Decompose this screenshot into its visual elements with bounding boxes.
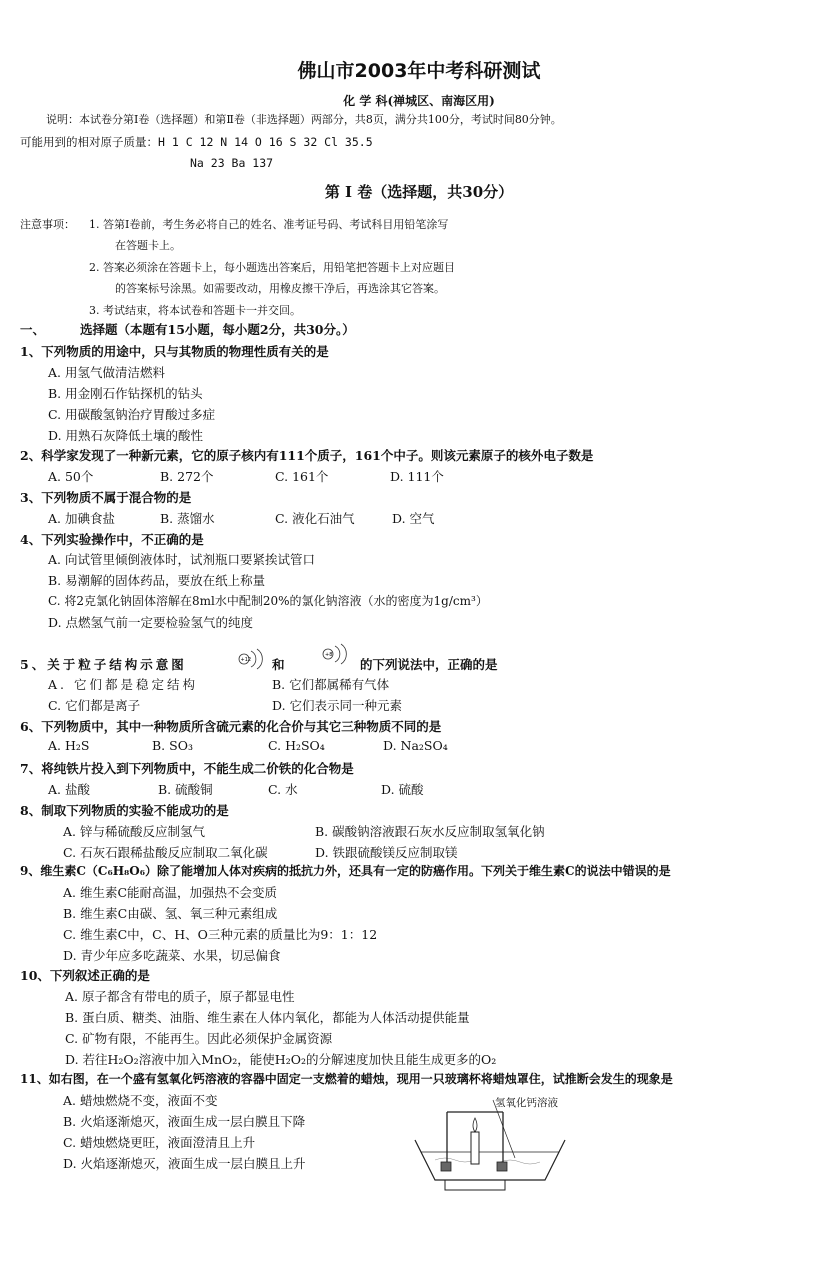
q11-option-a: A. 蜡烛燃烧不变，液面不变: [63, 1093, 218, 1108]
q4-option-d: D. 点燃氢气前一定要检验氢气的纯度: [48, 615, 254, 630]
q4-option-c: C. 将2克氯化钠固体溶解在8ml水中配制20%的氯化钠溶液（水的密度为1g/cm³）: [48, 594, 488, 608]
q5-stem-and: 和: [272, 657, 285, 672]
candle-icon: [471, 1132, 479, 1164]
q2-stem: 2、科学家发现了一种新元素，它的原子核内有111个质子，161个中子。则该元素原子的核外电子数是: [20, 448, 594, 463]
part-number: 一、: [20, 322, 46, 337]
q7-option-b: B. 硫酸铜: [158, 782, 213, 797]
q9-option-c: C. 维生素C中，C、H、O三种元素的质量比为9：1：12: [63, 927, 378, 942]
q8-option-c: C. 石灰石跟稀盐酸反应制取二氧化碳: [63, 845, 268, 860]
note-1a: 1. 答第Ⅰ卷前，考生务必将自己的姓名、准考证号码、考试科目用铅笔涂写: [89, 218, 449, 231]
q2-option-d: D. 111个: [390, 469, 444, 484]
note-3: 3. 考试结束，将本试卷和答题卡一并交回。: [89, 304, 301, 317]
q1-option-a: A. 用氢气做清洁燃料: [48, 365, 165, 380]
atomic-masses-line1: 可能用到的相对原子质量：H 1 C 12 N 14 O 16 S 32 Cl 35.5: [20, 135, 373, 149]
q2-option-a: A. 50个: [48, 469, 94, 484]
particle-structure-diagram-1: [236, 646, 266, 670]
notes-label: 注意事项：: [20, 218, 75, 231]
q1-option-c: C. 用碳酸氢钠治疗胃酸过多症: [48, 407, 216, 422]
q3-option-c: C. 液化石油气: [275, 511, 355, 526]
q8-option-a: A. 锌与稀硫酸反应制氢气: [63, 824, 205, 839]
q11-option-b: B. 火焰逐渐熄灭，液面生成一层白膜且下降: [63, 1114, 306, 1129]
q3-option-b: B. 蒸馏水: [160, 511, 215, 526]
q1-option-d: D. 用熟石灰降低土壤的酸性: [48, 428, 204, 443]
q7-option-a: A. 盐酸: [48, 782, 90, 797]
q8-option-b: B. 碳酸钠溶液跟石灰水反应制取氢氧化钠: [315, 824, 545, 839]
q8-stem: 8、制取下列物质的实验不能成功的是: [20, 803, 229, 818]
q2-option-b: B. 272个: [160, 469, 214, 484]
q7-option-d: D. 硫酸: [381, 782, 424, 797]
q10-option-d: D. 若往H₂O₂溶液中加入MnO₂，能使H₂O₂的分解速度加快且能生成更多的O₂: [65, 1052, 497, 1067]
q11-stem: 11、如右图，在一个盛有氢氧化钙溶液的容器中固定一支燃着的蜡烛，现用一只玻璃杯将蜡烛罩住，试推断会发生的现象是: [20, 1072, 673, 1086]
q4-option-a: A. 向试管里倾倒液体时，试剂瓶口要紧挨试管口: [48, 552, 315, 567]
q5-option-b: B. 它们都属稀有气体: [272, 677, 390, 692]
note-2a: 2. 答案必须涂在答题卡上，每小题选出答案后，用铅笔把答题卡上对应题目: [89, 261, 455, 274]
q6-option-d: D. Na₂SO₄: [383, 738, 448, 753]
q3-option-a: A. 加碘食盐: [48, 511, 115, 526]
q7-option-c: C. 水: [268, 782, 298, 797]
basin-icon: [415, 1140, 565, 1180]
q3-stem: 3、下列物质不属于混合物的是: [20, 490, 192, 505]
q5-option-d: D. 它们表示同一种元素: [272, 698, 403, 713]
flame-icon: [473, 1118, 477, 1132]
section-title: 第 Ⅰ 卷（选择题，共30分）: [324, 183, 514, 201]
q10-stem: 10、下列叙述正确的是: [20, 968, 150, 983]
q5-option-a: A. 它们都是稳定结构: [48, 677, 198, 692]
note-1b: 在答题卡上。: [115, 239, 181, 252]
exam-instructions: 说明：本试卷分第Ⅰ卷（选择题）和第Ⅱ卷（非选择题）两部分，共8页，满分共100分，考试时间80分钟。: [46, 113, 562, 126]
q9-stem: 9、维生素C（C₆H₈O₆）除了能增加人体对疾病的抵抗力外，还具有一定的防癌作用。下列关于维生素C的说法中错误的是: [20, 864, 671, 878]
svg-text:+8: +8: [325, 652, 333, 658]
q6-option-c: C. H₂SO₄: [268, 738, 325, 753]
q6-stem: 6、下列物质中，其中一种物质所含硫元素的化合价与其它三种物质不同的是: [20, 719, 442, 734]
q8-option-d: D. 铁跟硫酸镁反应制取镁: [315, 845, 458, 860]
q5-stem-part2: 的下列说法中，正确的是: [360, 657, 498, 672]
figure-label: 氢氧化钙溶液: [495, 1097, 558, 1109]
q4-stem: 4、下列实验操作中，不正确的是: [20, 532, 204, 547]
q5-option-c: C. 它们都是离子: [48, 698, 141, 713]
q6-option-a: A. H₂S: [48, 738, 90, 753]
svg-text:+12: +12: [240, 657, 252, 663]
q11-option-d: D. 火焰逐渐熄灭，液面生成一层白膜且上升: [63, 1156, 306, 1171]
q7-stem: 7、将纯铁片投入到下列物质中，不能生成二价铁的化合物是: [20, 761, 354, 776]
q4-option-b: B. 易潮解的固体药品，要放在纸上称量: [48, 573, 266, 588]
q10-option-c: C. 矿物有限，不能再生。因此必须保护金属资源: [65, 1031, 333, 1046]
particle-structure-diagram-2: [320, 641, 350, 665]
q6-option-b: B. SO₃: [152, 738, 193, 753]
q3-option-d: D. 空气: [392, 511, 435, 526]
subject-subtitle: 化 学 科(禅城区、南海区用): [343, 94, 495, 108]
q2-option-c: C. 161个: [275, 469, 329, 484]
q1-stem: 1、下列物质的用途中，只与其物质的物理性质有关的是: [20, 344, 329, 359]
q5-stem-part1: 5、关于粒子结构示意图: [20, 657, 187, 672]
q9-option-b: B. 维生素C由碳、氢、氧三种元素组成: [63, 906, 278, 921]
q10-option-b: B. 蛋白质、糖类、油脂、维生素在人体内氧化，都能为人体活动提供能量: [65, 1010, 470, 1025]
q1-option-b: B. 用金刚石作钻探机的钻头: [48, 386, 203, 401]
note-2b: 的答案标号涂黑。如需要改动，用橡皮擦干净后，再选涂其它答案。: [115, 282, 445, 295]
q9-option-d: D. 青少年应多吃蔬菜、水果，切忌偏食: [63, 948, 281, 963]
q9-option-a: A. 维生素C能耐高温，加强热不会变质: [63, 885, 278, 900]
part-title: 选择题（本题有15小题，每小题2分，共30分。）: [80, 322, 355, 337]
q10-option-a: A. 原子都含有带电的质子，原子都显电性: [65, 989, 295, 1004]
page-title: 佛山市2003年中考科研测试: [297, 60, 541, 82]
q11-option-c: C. 蜡烛燃烧更旺，液面澄清且上升: [63, 1135, 256, 1150]
atomic-masses-line2: Na 23 Ba 137: [190, 156, 274, 170]
